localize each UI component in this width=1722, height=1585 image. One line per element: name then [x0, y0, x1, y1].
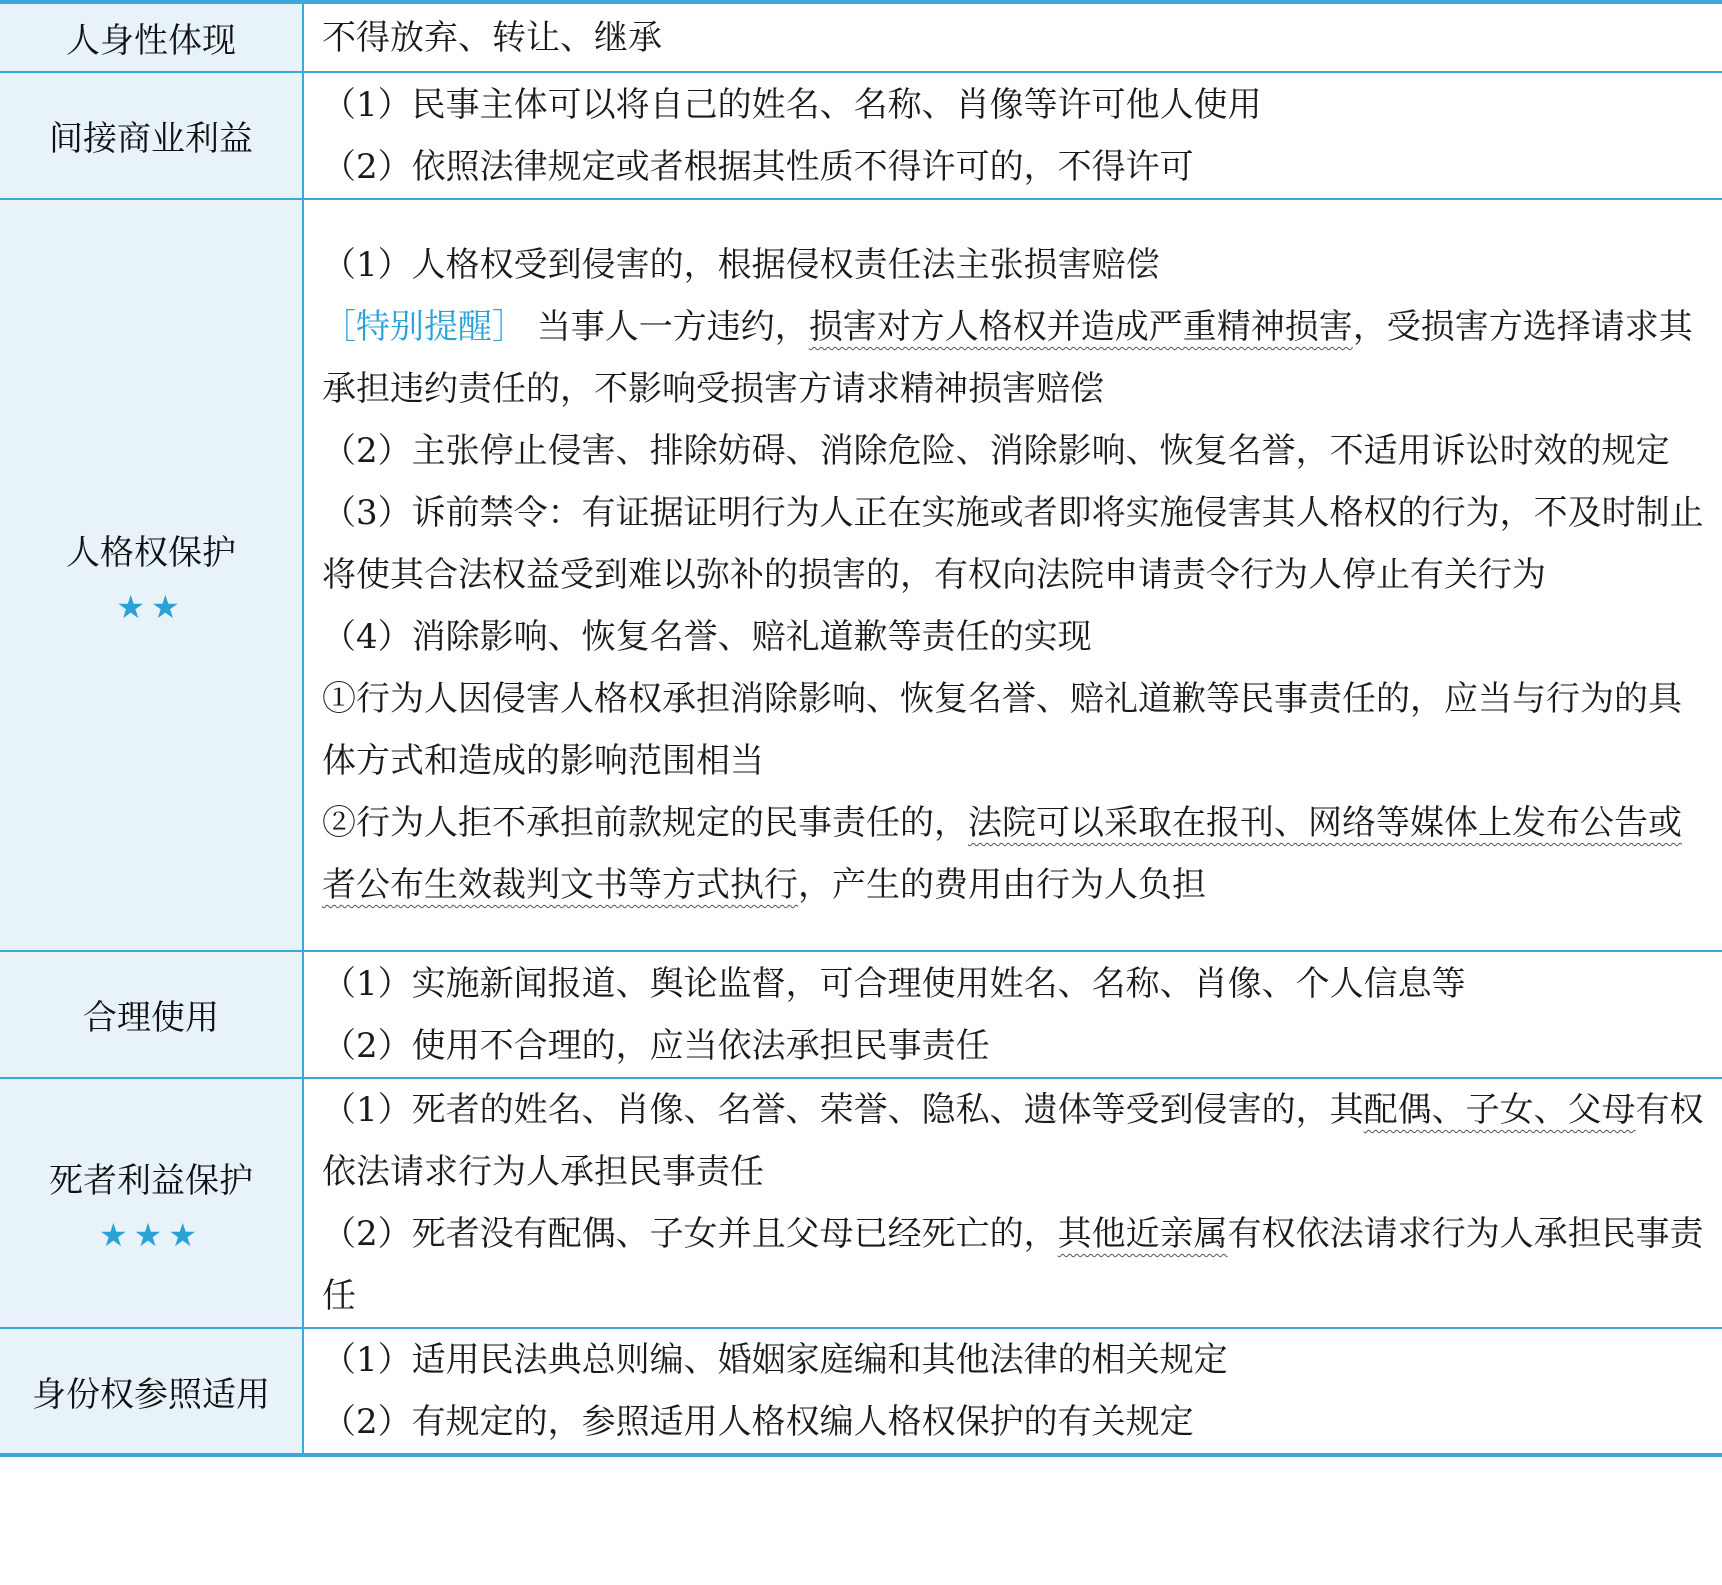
content-line: （1）适用民法典总则编、婚姻家庭编和其他法律的相关规定 — [322, 1340, 1228, 1380]
content-line: ①行为人因侵害人格权承担消除影响、恢复名誉、赔礼道歉等民事责任的，应当与行为的具体方式和造成的影响范围相当 — [322, 679, 1682, 781]
content-text: ②行为人拒不承担前款规定的民事责任的， — [322, 803, 968, 843]
content-line: （3）诉前禁令：有证据证明行为人正在实施或者即将实施侵害其人格权的行为，不及时制止将使其合法权益受到难以弥补的损害的，有权向法院申请责令行为人停止有关行为 — [322, 493, 1704, 595]
row-label: 人格权保护 — [66, 532, 236, 573]
content-line: （1）民事主体可以将自己的姓名、名称、肖像等许可他人使用 — [322, 84, 1262, 125]
row-content — [303, 951, 1722, 1078]
importance-stars-icon: ★★★ — [98, 1215, 204, 1254]
content-line: （2）依照法律规定或者根据其性质不得许可的，不得许可 — [322, 146, 1194, 187]
content-text: ，受损害方选择请求其承担违约责任的，不影响受损害方请求精神损害赔偿 — [322, 307, 1693, 409]
content-line: （2）使用不合理的，应当依法承担民事责任 — [322, 1025, 990, 1066]
content-text: （2）死者没有配偶、子女并且父母已经死亡的， — [322, 1214, 1058, 1254]
emphasis-text: 配偶、子女、父母 — [1363, 1090, 1636, 1130]
row-content — [303, 199, 1722, 951]
importance-stars-icon: ★★ — [116, 587, 186, 626]
row-label: 身份权参照适用 — [0, 1328, 303, 1455]
content-line: （1）实施新闻报道、舆论监督，可合理使用姓名、名称、肖像、个人信息等 — [322, 963, 1466, 1004]
content-line — [322, 1079, 1706, 1203]
row-content — [303, 2, 1722, 72]
row-label: 合理使用 — [0, 951, 303, 1078]
content-line — [322, 792, 1706, 916]
content-text: 当事人一方违约， — [536, 307, 809, 347]
table-row — [0, 199, 1722, 951]
content-line: （2）有规定的，参照适用人格权编人格权保护的有关规定 — [322, 1402, 1194, 1442]
table-row — [0, 72, 1722, 199]
row-label: 死者利益保护 — [49, 1160, 253, 1201]
row-label-cell — [0, 1078, 303, 1328]
emphasis-text: 损害对方人格权并造成严重精神损害 — [808, 307, 1353, 347]
row-label-cell — [0, 199, 303, 951]
table-row — [0, 951, 1722, 1078]
row-content — [303, 72, 1722, 199]
content-line: （1）人格权受到侵害的，根据侵权责任法主张损害赔偿 — [322, 245, 1160, 285]
table-row — [0, 2, 1722, 72]
content-text: 有权依法请求行为人承担民事责任 — [322, 1090, 1704, 1192]
row-content — [303, 1328, 1722, 1455]
content-text: （1）死者的姓名、肖像、名誉、荣誉、隐私、遗体等受到侵害的，其 — [322, 1090, 1364, 1130]
table-row — [0, 1078, 1722, 1328]
special-reminder-tag: ［特别提醒］ — [322, 307, 526, 347]
emphasis-text: 其他近亲属 — [1057, 1214, 1228, 1254]
row-content — [303, 1078, 1722, 1328]
content-text: 有权依法请求行为人承担民事责任 — [322, 1214, 1704, 1316]
content-text: ，产生的费用由行为人负担 — [798, 865, 1206, 905]
special-reminder — [322, 296, 1706, 420]
emphasis-text: 法院可以采取在报刊、网络等媒体上发布公告或者公布生效裁判文书等方式执行 — [322, 803, 1682, 905]
content-line: （4）消除影响、恢复名誉、赔礼道歉等责任的实现 — [322, 617, 1092, 657]
content-line — [322, 1203, 1706, 1327]
row-label: 间接商业利益 — [0, 72, 303, 199]
content-line: 不得放弃、转让、继承 — [322, 17, 662, 58]
row-label: 人身性体现 — [0, 2, 303, 72]
content-line: （2）主张停止侵害、排除妨碍、消除危险、消除影响、恢复名誉，不适用诉讼时效的规定 — [322, 431, 1670, 471]
table-row — [0, 1328, 1722, 1455]
